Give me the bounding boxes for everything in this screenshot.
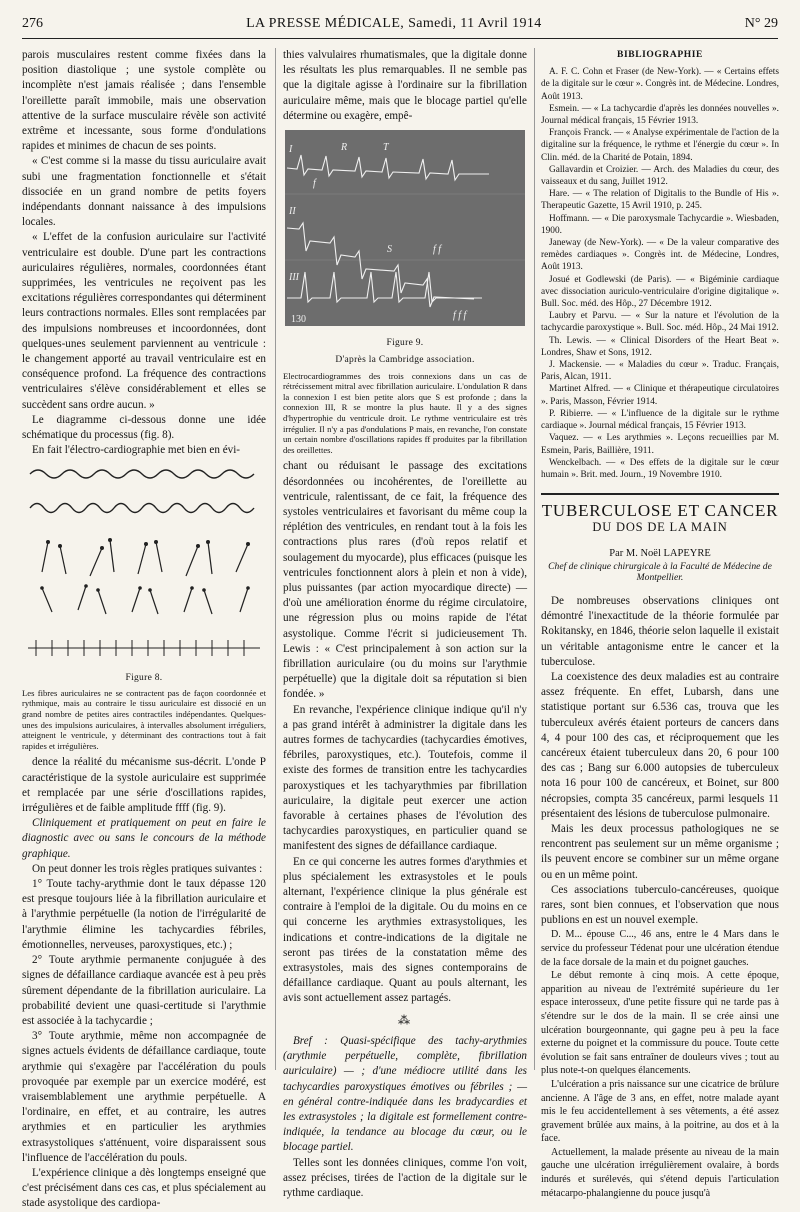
- header-rule: [22, 38, 778, 39]
- bibliography-entry: Esmein. — « La tachycardie d'après les données nouvelles ». Journal médical français, 15 Février 1913.: [541, 103, 779, 127]
- bibliography-entry: Th. Lewis. — « Clinical Disorders of the Heart Beat ». Londres, Shaw et Sons, 1912.: [541, 335, 779, 358]
- issue-number: N° 29: [744, 16, 778, 31]
- wave-line-2: [30, 504, 254, 513]
- paragraph: On peut donner les trois règles pratiques suivantes :: [32, 862, 263, 875]
- figure-9-title: Figure 9.: [386, 338, 424, 349]
- column-1: [22, 48, 266, 1210]
- lead-label-I: I: [289, 144, 293, 156]
- paragraph: Cliniquement et pratiquement on peut en faire le diagnostic avec ou sans le concours de la méthode graphique.: [22, 817, 266, 860]
- paragraph: L'expérience clinique a dès longtemps enseigné que c'est précisément dans ces cas, et plus spécialement au stade asystolique des cardiopa-: [22, 1166, 266, 1210]
- paragraph: « C'est comme si la masse du tissu auriculaire avait subi une fragmentation fonctionnelle et s'était dissociée en un grand nombre de petits foyers indépendants donnant naissance à des impulsions locales.: [22, 155, 266, 229]
- bibliography-entry: J. Mackensie. — « Maladies du cœur ». Traduc. Français, Paris, Alcan, 1911.: [541, 360, 779, 383]
- lead-label-III: III: [289, 272, 299, 284]
- ventricle-ticks: [28, 640, 260, 656]
- figure-9-caption: Electrocardiogrammes des trois connexions dans un cas de rétrécissement mitral avec fibrillation auriculaire. L'ondulation R dans la connexion I est bien petite alors que S est profonde ; dans la connexion III, R se montre la plus haute. Il y a des signes d'hypertrophie du ventricule droit. Le rythme ventriculaire est très irrégulier. Il n'y a pas d'ondulations P mais, en revanche, l'on constate un certain nombre d'oscillations rapides ff produites par la fibrillation des oreillettes.: [283, 370, 527, 455]
- case-paragraph: Le début remonte à cinq mois. A cette époque, apparition au niveau de l'extrémité supérieure du 1er espace interosseux, d'une petite fissure qui ne tarde pas à s'étendre sur le dos de la main. Il se crée ainsi une ulcération bourgeonnante, qui gagne peu à peu la face externe du poignet et la commissure du pouce. Toute cette évolution se fait sans entraîner de douleurs vives ; tout au plus note-t-on quelques élancements.: [541, 970, 779, 1077]
- case-paragraph: Actuellement, la malade présente au niveau de la main gauche une ulcération irrégulièrement ovalaire, à bords indurés et surélevés, qui s'étend depuis l'articulation métacarpo-phalangienne du pouce jusqu'à: [541, 1146, 779, 1199]
- page-header: [22, 16, 778, 38]
- column-divider-1: [275, 48, 276, 1070]
- article-subtitle: DU DOS DE LA MAIN: [592, 520, 728, 535]
- bibliography-list: [541, 66, 779, 481]
- article-title: TUBERCULOSE ET CANCER: [541, 493, 779, 518]
- wave-label-fff: f f f: [453, 310, 467, 322]
- paragraph: En fait l'électro-cardiographie met bien en évi-: [32, 444, 241, 457]
- column-2: [283, 48, 527, 1199]
- case-paragraph: D. M... épouse C..., 46 ans, entre le 4 Mars dans le service du professeur Tédenat pour une ulcération étendue de la face dorsale de la main et du poignet gauches.: [541, 929, 779, 968]
- page-number: 276: [22, 16, 43, 31]
- bibliography-entry: Vaquez. — « Les arythmies ». Leçons recueillies par M. Esmein, Paris, Baillière, 1911.: [541, 433, 779, 456]
- wave-label-ff: f f: [433, 244, 442, 256]
- paragraph: 2° Toute arythmie permanente conjuguée à des signes de défaillance cardiaque avancée est à peu près sûrement dépendante de la fibrillation auriculaire. La probabilité devient une quasi-certitude si l'arythmie est associée à la tachycardie ;: [22, 954, 266, 1027]
- paragraph: Bref : Quasi-spécifique des tachy-arythmies (arythmie perpétuelle, complète, fibrillation auriculaire) — ; d'une médiocre utilité dans les tachycardies paroxystiques émotives ou fébriles ; — en général contre-indiquée dans les bradycardies et les extrasystoles ; la digitale est formellement contre-indiquée, la tendance au blocage du cœur, ou le blocage partiel.: [283, 1034, 527, 1154]
- speed-label: 130: [291, 314, 306, 326]
- bibliography-entry: Laubry et Parvu. — « Sur la nature et l'évolution de la tachycardie paroxystique ». Bull. Soc. méd. Hôp., 24 Mai 1912.: [541, 311, 779, 334]
- bibliography-title: BIBLIOGRAPHIE: [617, 50, 703, 60]
- figure-9-ecg: [283, 128, 527, 328]
- bibliography-entry: A. F. C. Cohn et Fraser (de New-York). — « Certains effets de la digitale sur le cœur ». Congrès int. de Médecine. Londres, Août 1913.: [541, 67, 779, 102]
- paragraph: La coexistence des deux maladies est au contraire assez fréquente. En effet, Lubarsh, dans une statistique portant sur 6.536 cas, trouva que les tuberculeux avérés étaient porteurs de cancers dans 4, 4 pour 100 des cas, et réciproquement que les cancéreux étaient tuberculeux dans 20, 6 pour 100 des cas ; Bang sur 6.000 autopsies de tuberculeux nota 16 pour 100 de cancéreux, et Boinet, sur 800 nécropsies, compta 35 cancéreux, parmi lesquels 11 présentaient des lésions de tuberculose pulmonaire.: [541, 670, 779, 820]
- bibliography-entry: Josué et Godlewski (de Paris). — « Bigéminie cardiaque avec dissociation auriculo-ventriculaire d'origine digitalique ». Bull. Soc. méd. des Hôp., 27 Décembre 1912.: [541, 274, 779, 310]
- wave-label-S: S: [387, 244, 392, 256]
- paragraph: parois musculaires restent comme fixées dans la position diastolique ; une systole complète ou incomplète n'est jamais réalisée ; dans l'ensemble l'oreillette paraît immobile, mais une observation attentive de la surface musculaire révèle son activité extrême et incessante, sous forme d'ondulations rapides et minimes de chacun de ses points.: [22, 49, 266, 153]
- paragraph: « L'effet de la confusion auriculaire sur l'activité ventriculaire est double. D'une part les contractions auriculaires régulières, normales, coordonnées étant supprimées, les ventricules ne reçoivent pas les excitations régulières correspondantes qui déterminent leurs contractions normales. Elles sont remplacées par des impulsions nombreuses et incoordonnées, dont quelques-unes seulement parviennent au ventricule : le changement apporté au travail ventriculaire est en conséquence profond. La fréquence des contractions ventriculaires s'élève considérablement et elles se succèdent sans ordre aucun. »: [22, 231, 266, 411]
- paragraph: chant ou réduisant le passage des excitations désordonnées ou incohérentes, de l'oreillette au ventricule, ralentissant, de ce fait, la fréquence des systoles ventriculaires et favorisant du même coup la réplétion des ventricules, en rendant tout à la fois les contractions plus rares (d'où repos relatif et soulagement du myocarde), plus efficaces (puisque les ventricules fonctionnent alors à plein et non à vide), plus puissantes (par action myocardique directe) — d'où une amélioration énorme du régime circulatoire, une régression plus ou moins rapide de l'état asystolique. Comme l'écrit si judicieusement Th. Lewis : « C'est principalement à son action sur la fibrillation auriculaire (ou du moins sur l'arythmie perpétuelle) que la digitale doit sa réputation si bien fondée. »: [283, 460, 527, 701]
- paragraph: En revanche, l'expérience clinique indique qu'il n'y a pas grand intérêt à administrer la digitale dans les autres formes de tachycardies (tachycardies émotives, fébriles, paroxystiques, etc.). Toutefois, comme il existe des formes de transition entre les tachycardies paroxystiques et les tachyarythmies par fibrillation auriculaire, la digitale peut exercer une action favorable à certaines phases de l'évolution des tachycardies paroxystiques, en particulier quand se manifestent des signes de défaillance cardiaque.: [283, 703, 527, 853]
- figure-8-title: Figure 8.: [125, 672, 163, 683]
- bibliography-entry: François Franck. — « Analyse expérimentale de l'action de la digitaline sur la fréquence, le rythme et l'énergie du cœur ». In Clin. méd. de la Charité de Potain, 1894.: [541, 128, 779, 163]
- journal-title: LA PRESSE MÉDICALE, Samedi, 11 Avril 1914: [246, 16, 542, 31]
- author-affiliation: Chef de clinique chirurgicale à la Faculté de Médecine de Montpellier.: [548, 560, 772, 584]
- paragraph: 1° Toute tachy-arythmie dont le taux dépasse 120 est presque toujours liée à la fibrillation auriculaire et à l'arythmie perpétuelle (la notion de l'irrégularité de l'arythmie élimine les tachycardies fébriles, émotionnelles, nerveuses, paroxystiques, etc.) ;: [22, 878, 266, 951]
- column-divider-2: [534, 48, 535, 1070]
- paragraph: Telles sont les données cliniques, comme l'on voit, assez précises, tirées de l'action de la digitale sur le rythme cardiaque.: [283, 1156, 527, 1199]
- paragraph: 3° Toute arythmie, même non accompagnée de signes actuels évidents de défaillance cardiaque, toute arythmie qui s'exagère par l'accélération du pouls provoquée par exemple par un exercice modéré, est vraisemblablement une arythmie perpétuelle. A l'ordinaire, en effet, et au contraire, les autres arythmies et en particulier les arythmies extrasystoliques s'atténuent, voire disparaissent sous l'influence de l'accélération du pouls.: [22, 1030, 266, 1164]
- bibliography-entry: Hoffmann. — « Die paroxysmale Tachycardie ». Wiesbaden, 1900.: [541, 213, 779, 236]
- bibliography-entry: P. Ribierre. — « L'influence de la digitale sur le rythme cardiaque ». Journal médical français, 15 Février 1913.: [541, 408, 779, 432]
- paragraph: De nombreuses observations cliniques ont démontré l'inexactitude de la théorie formulée par Rokitansky, en 1846, théorie selon laquelle il existait un véritable antagonisme entre le cancer et la tuberculose.: [541, 594, 779, 668]
- figure-9-subtitle: D'après la Cambridge association.: [335, 355, 475, 366]
- bibliography-entry: Martinet Alfred. — « Clinique et thérapeutique circulatoires ». Paris, Masson, Février 1914.: [541, 384, 779, 407]
- lead-label-II: II: [289, 206, 296, 218]
- bibliography-entry: Wenckelbach. — « Des effets de la digitale sur le cœur humain ». Brit. med. Journ., 19 Novembre 1910.: [541, 457, 779, 480]
- figure-8-diagram: [22, 462, 266, 662]
- section-ornament: ⁂: [398, 1012, 412, 1027]
- wave-label-R: R: [341, 142, 348, 154]
- paragraph: thies valvulaires rhumatismales, que la digitale donne les résultats les plus remarquables. Il ne semble pas que la digitale agisse à l'ordinaire sur la fibrillation auriculaire même, mais que le blocage partiel qu'elle détermine ou exagère, empê-: [283, 49, 527, 122]
- bibliography-entry: Gallavardin et Croizier. — Arch. des Maladies du cœur, des vaisseaux et du sang, Juillet 1912.: [541, 164, 779, 188]
- bibliography-entry: Janeway (de New-York). — « De la valeur comparative des remèdes cardiaques ». Congrès int. de Médecine, Londres, Août 1913.: [541, 238, 779, 273]
- paragraph: dence la réalité du mécanisme sus-décrit. L'onde P caractéristique de la systole auriculaire est supprimée et remplacée par une série d'oscillations rapides, irrégulières et de faible amplitude ffff (fig. 9).: [22, 756, 266, 815]
- wave-label-T: T: [383, 142, 389, 154]
- paragraph: Ces associations tuberculo-cancéreuses, quoique rares, sont bien connues, et l'observation que nous publions en est un nouvel exemple.: [541, 883, 779, 927]
- impulse-arrows: [42, 540, 248, 614]
- figure-8-caption: Les fibres auriculaires ne se contractent pas de façon coordonnée et rythmique, mais au contraire le tissu auriculaire est dissocié en un grand nombre de petites aires contractiles indépendantes. Quelques-unes des impulsions auriculaires, à intervalles absolument irréguliers, atteignent le ventricule, y déterminant des contractions tout à fait rapides et irrégulières.: [22, 687, 266, 751]
- paragraph: En ce qui concerne les autres formes d'arythmies et plus spécialement les extrasystoles et le pouls alternant, l'expérience clinique la plus générale est contraire à l'emploi de la digitale. Ou du moins en ce qui concerne les arythmies extrasystoliques, les indications et contre-indications de la digitale ne seront pas tirées de la constatation même des extrasystoles, mais des signes contemporains de défaillance cardiaque. Quant au pouls alternant, les avis sont actuellement assez partagés.: [283, 855, 527, 1005]
- wave-line-1: [30, 470, 254, 478]
- wave-label-f: f: [313, 178, 316, 190]
- bibliography-entry: Hare. — « The relation of Digitalis to the Bundle of His ». Therapeutic Gazette, 15 Avril 1910, p. 245.: [541, 189, 779, 212]
- article-author: Par M. Noël LAPEYRE: [609, 547, 711, 559]
- figure-9: [283, 128, 527, 455]
- figure-8: [22, 462, 266, 751]
- case-paragraph: L'ulcération a pris naissance sur une cicatrice de brûlure ancienne. A l'âge de 3 ans, en effet, notre malade ayant mis le feu accidentellement à ses vêtements, a été assez gravement brûlée aux mains, à la poitrine, au dos et à la face.: [541, 1078, 779, 1145]
- paragraph: Mais les deux processus pathologiques ne se rencontrent pas seulement sur un même organisme ; ils peuvent encore se combiner sur un même organe ou en un même point.: [541, 822, 779, 881]
- ecg-background: [285, 130, 525, 326]
- column-3: [541, 48, 779, 1199]
- paragraph: Le diagramme ci-dessous donne une idée schématique du processus (fig. 8).: [22, 413, 266, 442]
